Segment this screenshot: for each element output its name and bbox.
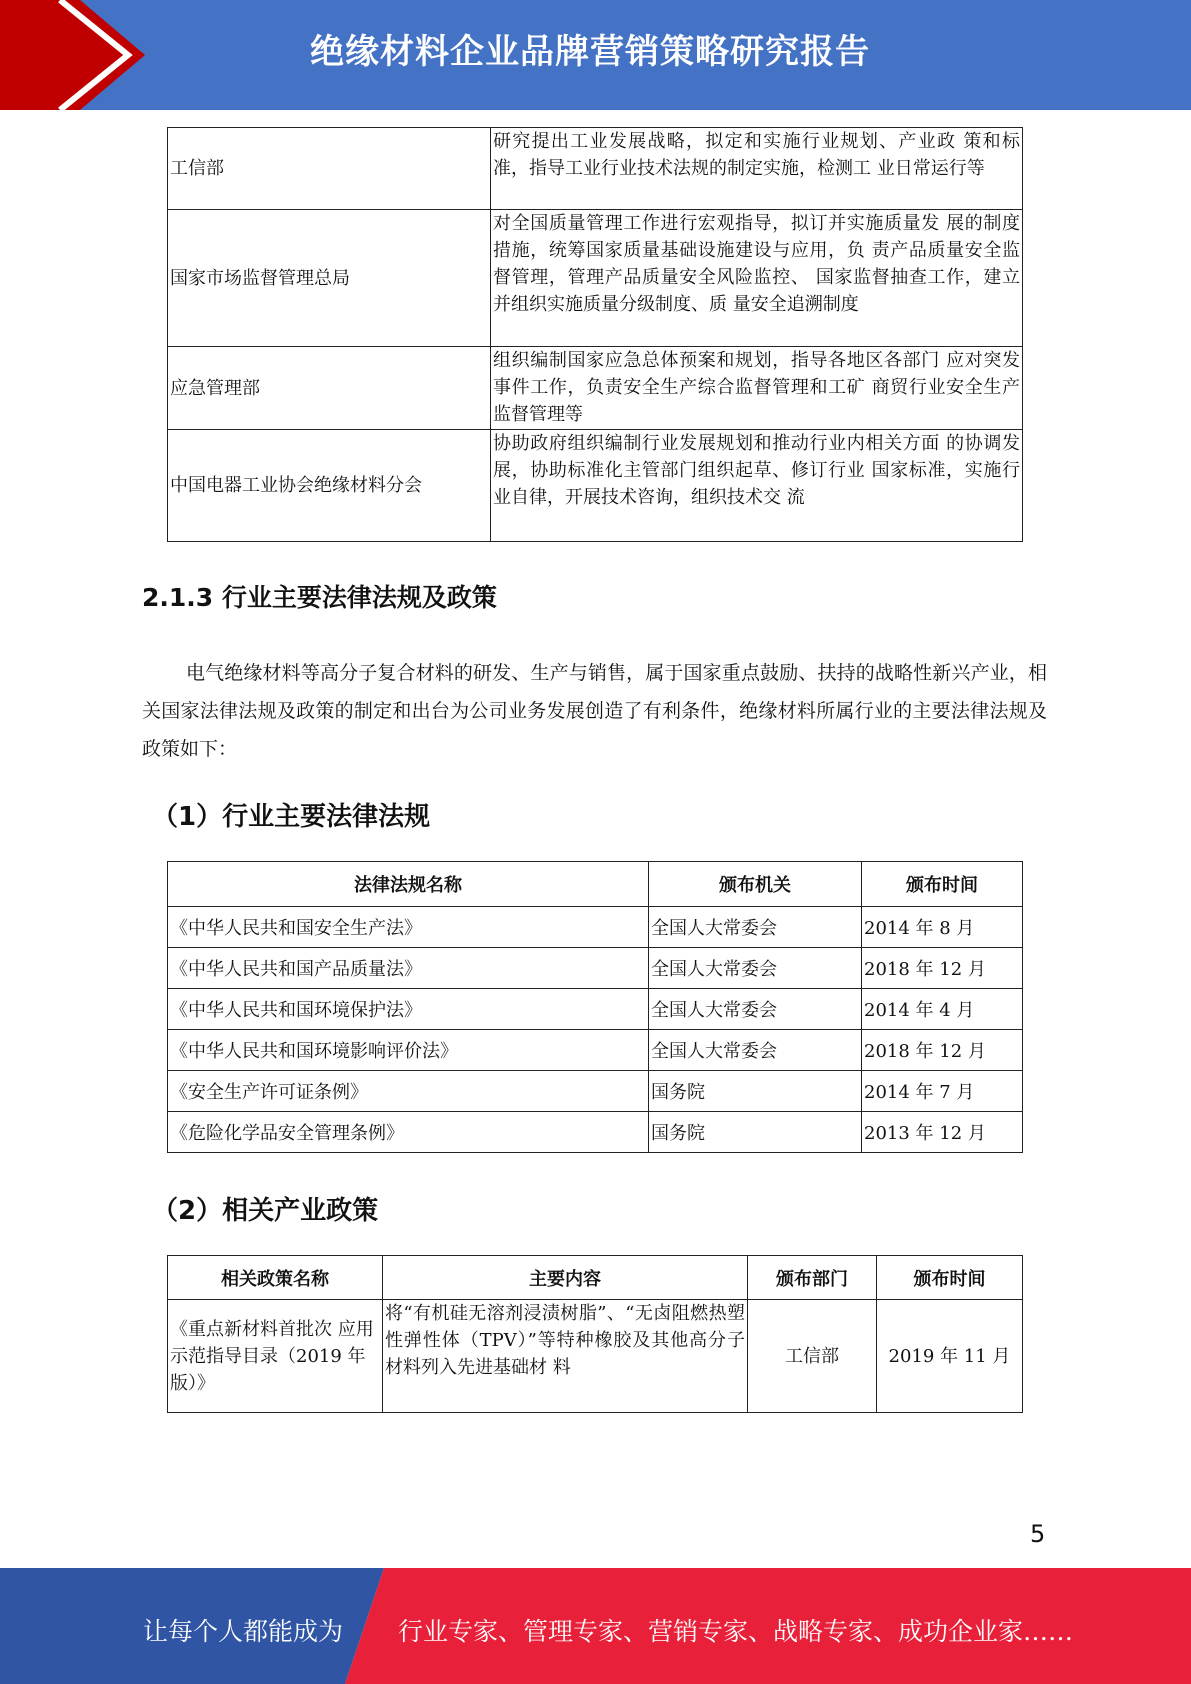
law-issuer: 全国人大常委会 — [649, 907, 862, 948]
law-name: 《中华人民共和国环境影响评价法》 — [168, 1030, 649, 1071]
column-header: 颁布机关 — [649, 862, 862, 907]
table-row — [168, 1112, 1023, 1153]
section-heading: 2.1.3 行业主要法律法规及政策 — [142, 583, 497, 612]
table-header-row — [168, 862, 1023, 907]
footer-slogan-left: 让每个人都能成为 — [143, 1617, 344, 1646]
law-date: 2014 年 4 月 — [862, 989, 1023, 1030]
law-date: 2018 年 12 月 — [862, 948, 1023, 989]
footer-bar — [0, 1568, 1191, 1684]
table-header-row — [168, 1256, 1023, 1300]
law-name: 《安全生产许可证条例》 — [168, 1071, 649, 1112]
agency-name: 应急管理部 — [168, 347, 491, 430]
table-row — [168, 948, 1023, 989]
table-row — [168, 989, 1023, 1030]
policy-content: 将“有机硅无溶剂浸渍树脂”、“无卤阻燃热塑性弹性体（TPV）”等特种橡胶及其他高分子材料列入先进基础材 料 — [383, 1300, 748, 1413]
law-date: 2013 年 12 月 — [862, 1112, 1023, 1153]
law-issuer: 国务院 — [649, 1071, 862, 1112]
law-issuer: 全国人大常委会 — [649, 989, 862, 1030]
agency-name: 工信部 — [168, 128, 491, 210]
column-header: 颁布部门 — [748, 1256, 877, 1300]
laws-heading: （1）行业主要法律法规 — [152, 802, 431, 832]
table-row — [168, 128, 1023, 210]
agency-duty: 协助政府组织编制行业发展规划和推动行业内相关方面 的协调发展，协助标准化主管部门组织起草、修订行业 国家标准，实施行业自律，开展技术咨询，组织技术交 流 — [491, 430, 1023, 542]
column-header: 颁布时间 — [877, 1256, 1023, 1300]
law-date: 2018 年 12 月 — [862, 1030, 1023, 1071]
table-row — [168, 347, 1023, 430]
agency-duty: 对全国质量管理工作进行宏观指导，拟订并实施质量发 展的制度措施，统筹国家质量基础设施建设与应用，负 责产品质量安全监督管理，管理产品质量安全风险监控、 国家监督抽查工作，建立并组织实施质量分级制度、质 量安全追溯制度 — [491, 210, 1023, 347]
header-bar — [0, 0, 1191, 110]
table-row — [168, 1300, 1023, 1413]
table-row — [168, 1030, 1023, 1071]
column-header: 法律法规名称 — [168, 862, 649, 907]
agency-table — [167, 127, 1023, 542]
law-name: 《危险化学品安全管理条例》 — [168, 1112, 649, 1153]
report-title: 绝缘材料企业品牌营销策略研究报告 — [310, 32, 870, 72]
table-row — [168, 907, 1023, 948]
policy-name: 《重点新材料首批次 应用示范指导目录（2019 年版）》 — [168, 1300, 383, 1413]
footer-slogan-right: 行业专家、管理专家、营销专家、战略专家、成功企业家…… — [398, 1617, 1074, 1646]
agency-duty: 组织编制国家应急总体预案和规划，指导各地区各部门 应对突发事件工作，负责安全生产综合监督管理和工矿 商贸行业安全生产监督管理等 — [491, 347, 1023, 430]
policy-department: 工信部 — [748, 1300, 877, 1413]
agency-duty: 研究提出工业发展战略，拟定和实施行业规划、产业政 策和标准，指导工业行业技术法规的制定实施，检测工 业日常运行等 — [491, 128, 1023, 210]
law-issuer: 全国人大常委会 — [649, 1030, 862, 1071]
table-row — [168, 430, 1023, 542]
agency-name: 国家市场监督管理总局 — [168, 210, 491, 347]
column-header: 颁布时间 — [862, 862, 1023, 907]
table-row — [168, 210, 1023, 347]
column-header: 主要内容 — [383, 1256, 748, 1300]
section-paragraph: 电气绝缘材料等高分子复合材料的研发、生产与销售，属于国家重点鼓励、扶持的战略性新兴产业，相关国家法律法规及政策的制定和出台为公司业务发展创造了有利条件，绝缘材料所属行业的主要法律法规及政策如下： — [142, 662, 1047, 760]
law-name: 《中华人民共和国环境保护法》 — [168, 989, 649, 1030]
law-date: 2014 年 7 月 — [862, 1071, 1023, 1112]
table-row — [168, 1071, 1023, 1112]
law-date: 2014 年 8 月 — [862, 907, 1023, 948]
policies-heading: （2）相关产业政策 — [152, 1196, 379, 1226]
law-name: 《中华人民共和国产品质量法》 — [168, 948, 649, 989]
policies-table — [167, 1255, 1023, 1413]
column-header: 相关政策名称 — [168, 1256, 383, 1300]
law-issuer: 国务院 — [649, 1112, 862, 1153]
agency-name: 中国电器工业协会绝缘材料分会 — [168, 430, 491, 542]
law-name: 《中华人民共和国安全生产法》 — [168, 907, 649, 948]
laws-table — [167, 861, 1023, 1153]
law-issuer: 全国人大常委会 — [649, 948, 862, 989]
policy-date: 2019 年 11 月 — [877, 1300, 1023, 1413]
page-number: 5 — [1030, 1520, 1046, 1548]
